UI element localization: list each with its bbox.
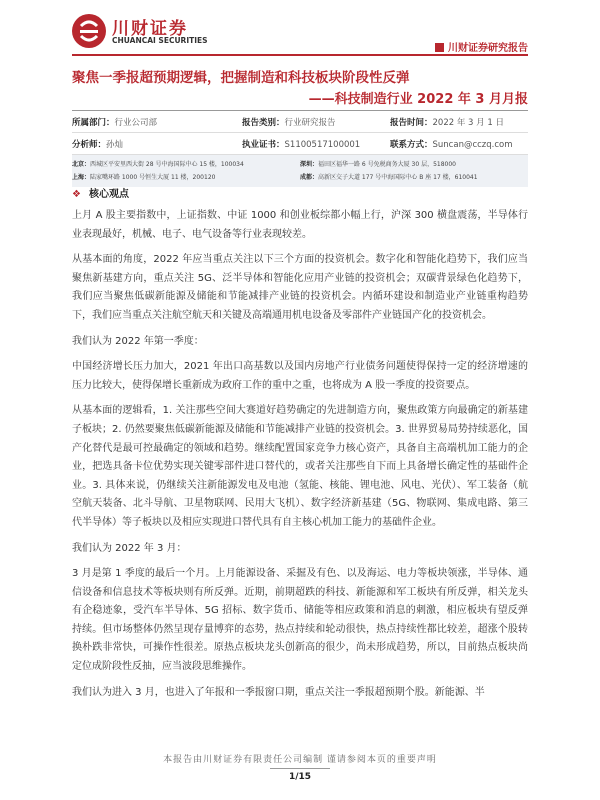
logo-text-en: CHUANCAI SECURITIES: [112, 36, 208, 45]
meta-row: [72, 111, 528, 133]
paragraph: 我们认为 2022 年 3 月：: [72, 542, 187, 554]
address-shanghai: 上海：陆家嘴环路 1000 号恒生大厦 11 楼，200120: [72, 174, 216, 181]
paragraph: 3 月是第 1 季度的最后一个月。上月能源设备、采掘及有色、以及海运、电力等板块领涨，半导体、通信设备和信息技术等板块则有所反弹。近期，前期超跌的科技、新能源和军工板块有所反弹，相关龙头有企稳迹象，受汽车半导体、5G 招标、数字货币、储能等相应政策和消息的刺激，相应板块有望反弹持续。但市场整体仍然呈现存量博弈的态势，热点持续和轮动很快，热点持续性都比较差，超涨个股转换朴跌非常快，可操作性很差。原热点板块龙头创新高的很少，尚未形成趋势，所以，目前热点板块尚定位成阶段性反抽，应当波段思维操作。: [72, 568, 528, 673]
meta-license: 执业证书：S1100517100001: [242, 139, 361, 150]
address-row: [72, 171, 528, 184]
square-bullet-icon: [435, 43, 444, 52]
meta-analyst: 分析师：孙灿: [72, 139, 124, 150]
header-divider: [72, 54, 528, 56]
page-header: [0, 0, 600, 62]
meta-report-category: 报告类别：行业研究报告: [242, 117, 336, 128]
address-chengdu: 成都：高新区交子大道 177 号中海国际中心 B 座 17 楼，610041: [300, 174, 478, 181]
report-meta-table: [72, 110, 528, 187]
footer-disclaimer: 本报告由川财证券有限责任公司编制 谨请参阅本页的重要声明: [163, 755, 437, 765]
logo-mark-icon: [72, 14, 106, 48]
paragraph: 我们认为进入 3 月，也进入了年报和一季报窗口期，重点关注一季报超预期个股。新能源、半: [72, 686, 485, 698]
report-type-text: 川财证券研究报告: [448, 43, 528, 54]
report-body: [72, 207, 528, 709]
meta-row: [72, 133, 528, 155]
paragraph: 上月 A 股主要指数中，上证指数、中证 1000 和创业板综都小幅上行，沪深 300 横盘震荡，半导体行业表现最好，机械、电子、电气设备等行业表现较差。: [72, 210, 528, 240]
section-heading: ❖ 核心观点: [72, 189, 129, 200]
diamond-bullet-icon: ❖: [72, 189, 81, 200]
report-subtitle: ——科技制造行业 2022 年 3 月月报: [308, 92, 528, 107]
paragraph: 我们认为 2022 年第一季度：: [72, 335, 204, 347]
meta-report-date: 报告时间：2022 年 3 月 1 日: [390, 117, 504, 128]
company-logo: [72, 14, 222, 48]
address-shenzhen: 深圳：福田区福华一路 6 号免税商务大厦 30 层，518000: [300, 161, 457, 168]
office-addresses: [72, 155, 528, 187]
paragraph: 中国经济增长压力加大，2021 年出口高基数以及国内房地产行业债务问题使得保持一定的经济增速的压力比较大，使得保增长重新成为政府工作的重中之重，也将成为 A 股一季度的投资要点。: [72, 361, 528, 391]
paragraph: 从基本面的角度，2022 年应当重点关注以下三个方面的投资机会。数字化和智能化趋势下，我们应当聚焦新基建方向，重点关注 5G、泛半导体和智能化应用产业链的投资机会；双碳背景绿色化趋势下，我们应当聚焦低碳新能源及储能和节能减排产业链的投资机会。内循环建设和制造业产业链重构趋势下，我们应当重点关注航空航天和关键及高端通用机电设备及零部件产业链国产化的投资机会。: [72, 254, 528, 321]
page-number: 1/15: [270, 768, 330, 784]
address-row: [72, 158, 528, 171]
report-title: 聚焦一季报超预期逻辑，把握制造和科技板块阶段性反弹: [72, 70, 410, 86]
paragraph: 从基本面的逻辑看，1. 关注那些空间大赛道好趋势确定的先进制造方向，聚焦政策方向最确定的新基建子板块；2. 仍然要聚焦低碳新能源及储能和节能减排产业链的投资机会。3. 世界贸易局势持续恶化，国产化替代是最可控最确定的领域和趋势。继续配置国家竞争力核心资产，具备自主高端机加工能力的企业，把选具备卡位优势实现关键零部件进口替代的，或者关注那些自下而上具备增长确定性的基础件企业。3. 具体来说，仍继续关注新能源发电及电池（氢能、核能、锂电池、风电、光伏）、军工装备（航空航天装备、北斗导航、卫星物联网、民用大飞机）、数字经济新基建（5G、物联网、集成电路、第三代半导体）等子板块以及相应实现进口替代具有自主核心机加工能力的基础件企业。: [72, 405, 528, 528]
report-type-label: [435, 39, 528, 54]
logo-text-cn: 川财证券: [112, 19, 188, 39]
meta-department: 所属部门：行业公司部: [72, 117, 158, 128]
address-beijing: 北京：西城区平安里西大街 28 号中海国际中心 15 楼，100034: [72, 161, 244, 168]
meta-contact: 联系方式：Suncan@cczq.com: [390, 139, 513, 150]
